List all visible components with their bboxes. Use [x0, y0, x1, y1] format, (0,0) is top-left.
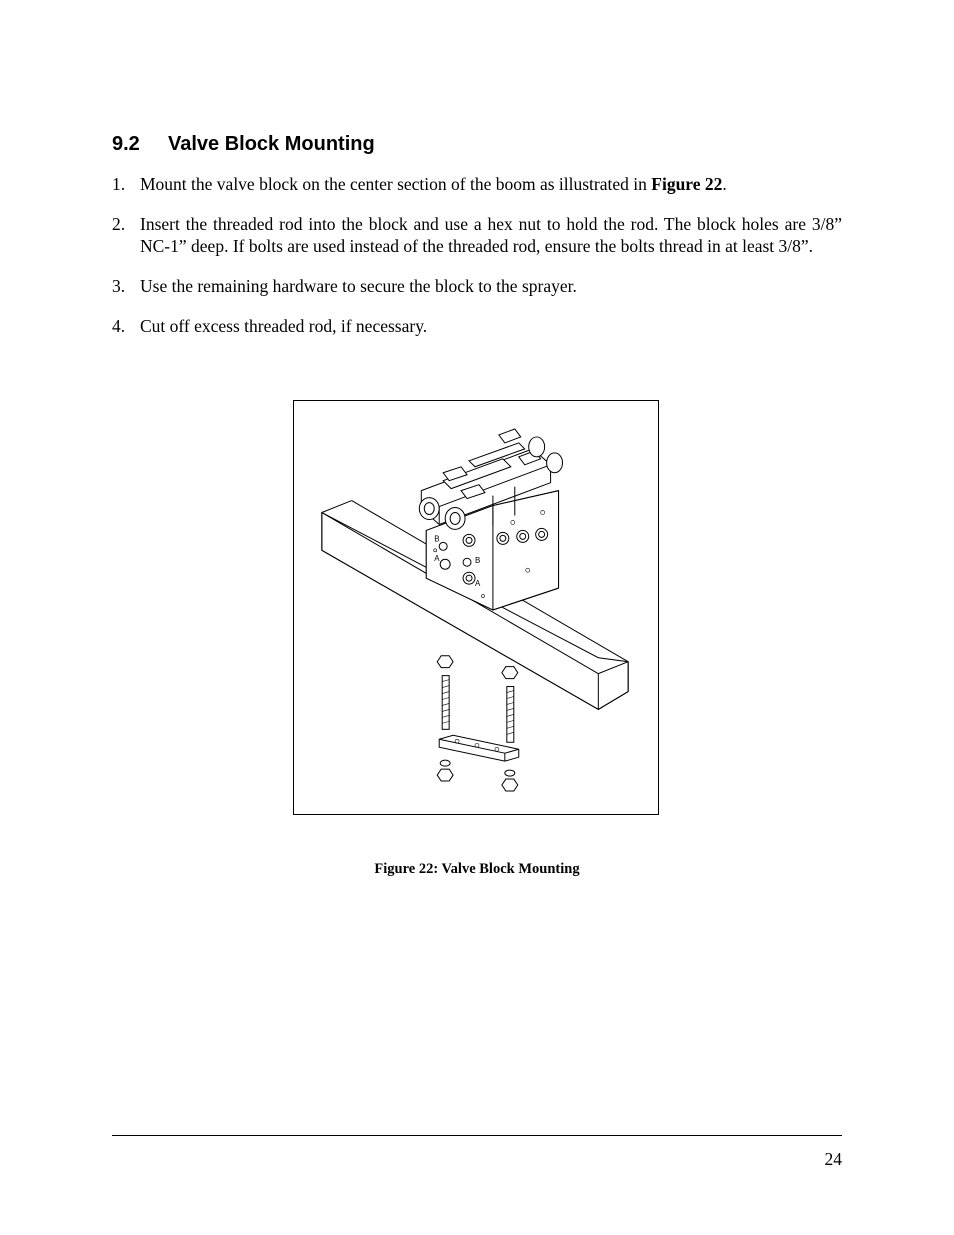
- threaded-rod-right: [502, 667, 518, 743]
- step-text: Use the remaining hardware to secure the block to the sprayer.: [140, 276, 577, 296]
- port-label: A: [475, 579, 481, 589]
- port-label: B: [475, 556, 481, 566]
- step-text: Insert the threaded rod into the block and use a hex nut to hold the rod. The block holes are 3/8” NC-1” deep. If bolts are used instead of the threaded rod, ensure the bolts thread in at least 3/8”.: [140, 214, 842, 256]
- section-title: Valve Block Mounting: [168, 133, 375, 155]
- step-number: 2.: [112, 214, 126, 234]
- page-number: 24: [824, 1149, 842, 1169]
- list-item: [112, 173, 842, 195]
- valve-block-illustration: [294, 401, 658, 814]
- instruction-steps: [112, 173, 842, 355]
- step-number: 1.: [112, 174, 126, 194]
- port-label: A: [434, 554, 440, 564]
- figure-caption: Figure 22: Valve Block Mounting: [374, 861, 580, 877]
- washers-and-nuts: [437, 760, 518, 791]
- step-text-part: Mount the valve block on the center section of the boom as illustrated in: [140, 174, 652, 194]
- port-label: B: [434, 534, 440, 544]
- list-item: [112, 275, 842, 297]
- step-number: 4.: [112, 316, 126, 336]
- step-text: [140, 173, 842, 195]
- figure-frame: [293, 400, 659, 815]
- step-text-part: .: [722, 174, 727, 194]
- list-item: [112, 315, 842, 337]
- section-number: 9.2: [112, 133, 140, 155]
- step-text: Cut off excess threaded rod, if necessary.: [140, 316, 428, 336]
- step-number: 3.: [112, 276, 126, 296]
- footer-rule: [112, 1135, 842, 1136]
- threaded-rod-left: [437, 656, 453, 730]
- list-item: [112, 213, 842, 257]
- figure-reference: Figure 22: [651, 174, 723, 194]
- section-heading: [112, 130, 375, 158]
